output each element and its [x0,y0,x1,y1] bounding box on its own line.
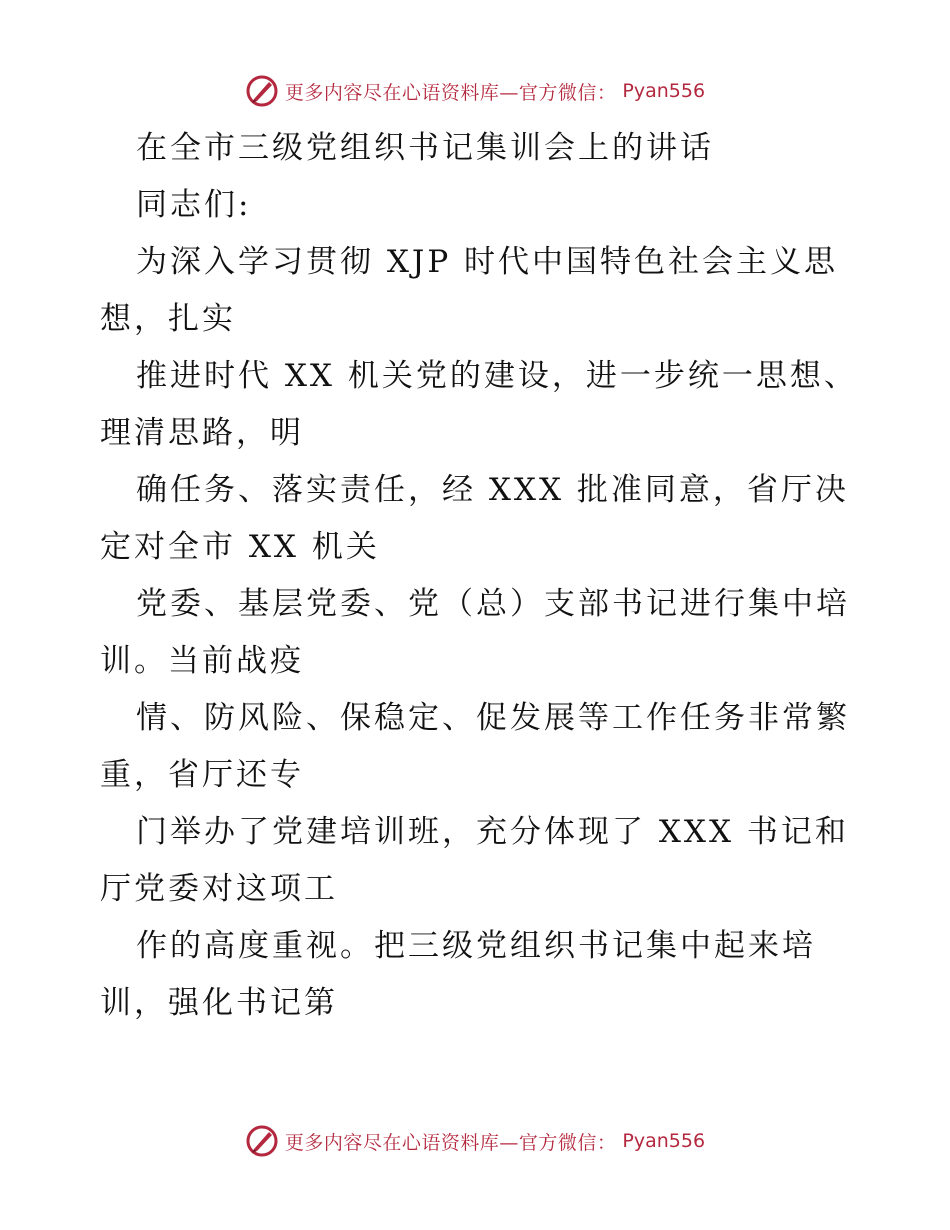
paragraph-line: 厅党委对这项工 [100,871,338,907]
paragraph-line: 情、防风险、保稳定、促发展等工作任务非常繁 [136,700,850,736]
paragraph-line: 为深入学习贯彻 XJP 时代中国特色社会主义思 [136,244,839,280]
quill-pen-logo-icon [245,74,279,108]
paragraph-line: 重，省厅还专 [100,757,304,793]
paragraph-line: 理清思路，明 [100,415,304,451]
paragraph-line: 门举办了党建培训班，充分体现了 XXX 书记和 [136,814,849,850]
paragraph-line: 训，强化书记第 [100,985,338,1021]
paragraph-line: 推进时代 XX 机关党的建设，进一步统一思想、 [136,358,858,394]
watermark-text: 更多内容尽在心语资料库—官方微信： [284,1131,617,1154]
watermark-id: Pyan556 [622,1130,706,1152]
salutation: 同志们: [136,187,252,223]
quill-pen-logo-icon [245,1124,279,1158]
paragraph-line: 作的高度重视。把三级党组织书记集中起来培 [136,928,816,964]
header-watermark [0,71,950,111]
paragraph-line: 确任务、落实责任，经 XXX 批准同意，省厅决 [136,472,849,508]
paragraph-line: 想，扎实 [100,301,236,337]
paragraph-line: 定对全市 XX 机关 [100,529,380,565]
document-title: 在全市三级党组织书记集训会上的讲话 [136,130,714,166]
watermark-id: Pyan556 [622,80,706,102]
watermark-text: 更多内容尽在心语资料库—官方微信： [284,81,617,104]
paragraph-line: 党委、基层党委、党（总）支部书记进行集中培 [136,586,850,622]
footer-watermark [0,1121,950,1161]
document-body [100,120,860,1032]
paragraph-line: 训。当前战疫 [100,643,304,679]
